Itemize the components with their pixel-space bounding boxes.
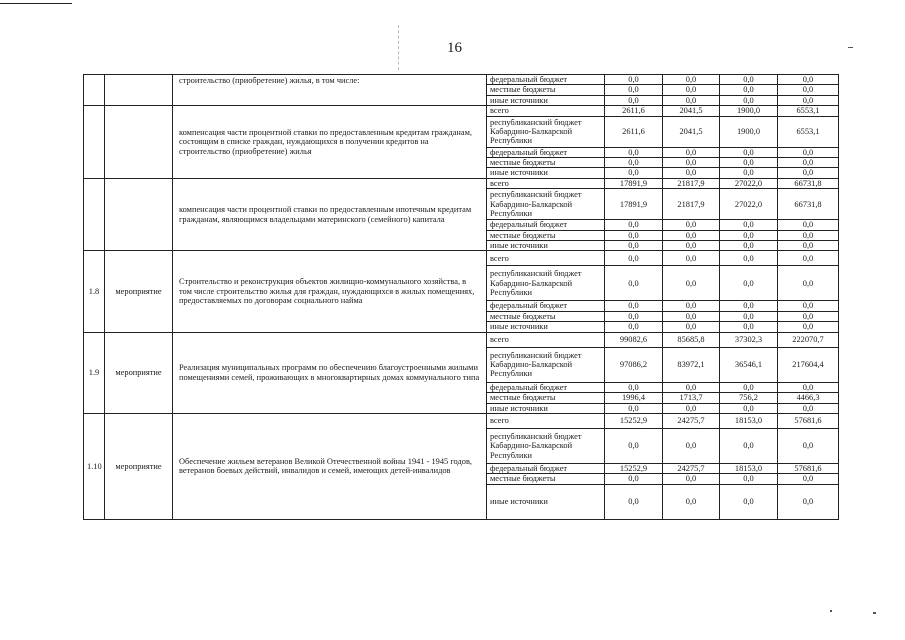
funding-source: иные источники [487,322,605,332]
row-description: компенсация части процентной ставки по предоставленным кредитам гражданам, состоящим в списке граждан, нуждающихся в получении кредитов на строительство (приобретение) жилья [173,106,487,179]
year-value: 0,0 [720,266,778,301]
year-value: 1996,4 [605,393,663,403]
total-value: 57681,6 [778,463,839,473]
total-value: 0,0 [778,428,839,463]
year-value: 0,0 [605,484,663,519]
funding-source: федеральный бюджет [487,147,605,157]
total-value: 0,0 [778,474,839,484]
total-value: 0,0 [778,266,839,301]
total-value: 0,0 [778,322,839,332]
year-value: 0,0 [605,322,663,332]
page-number: 16 [447,40,462,56]
total-value: 0,0 [778,168,839,178]
row-index: 1.8 [84,251,105,332]
year-value: 0,0 [663,403,720,413]
total-value: 0,0 [778,382,839,392]
year-value: 0,0 [663,251,720,266]
total-value: 57681,6 [778,413,839,428]
table-row [84,332,839,347]
row-type [105,75,173,106]
funding-source: иные источники [487,95,605,105]
year-value: 0,0 [605,147,663,157]
year-value: 24275,7 [663,463,720,473]
row-type [105,178,173,251]
year-value: 0,0 [720,311,778,321]
year-value: 0,0 [605,266,663,301]
year-value: 2611,6 [605,106,663,116]
scan-speck [830,610,832,612]
year-value: 2611,6 [605,116,663,147]
year-value: 18153,0 [720,413,778,428]
year-value: 0,0 [720,382,778,392]
year-value: 0,0 [663,220,720,230]
funding-source: федеральный бюджет [487,75,605,85]
funding-source: местные бюджеты [487,85,605,95]
total-value: 6553,1 [778,106,839,116]
funding-source: федеральный бюджет [487,463,605,473]
year-value: 0,0 [720,230,778,240]
year-value: 0,0 [605,301,663,311]
year-value: 0,0 [663,322,720,332]
funding-source: всего [487,106,605,116]
year-value: 0,0 [720,158,778,168]
year-value: 85685,8 [663,332,720,347]
funding-source: иные источники [487,168,605,178]
year-value: 0,0 [663,301,720,311]
year-value: 0,0 [663,311,720,321]
total-value: 66731,8 [778,189,839,220]
year-value: 0,0 [720,474,778,484]
year-value: 0,0 [720,301,778,311]
year-value: 0,0 [720,403,778,413]
table-row [84,178,839,188]
year-value: 0,0 [663,241,720,251]
table-row [84,106,839,116]
year-value: 0,0 [720,484,778,519]
year-value: 2041,5 [663,106,720,116]
year-value: 0,0 [663,147,720,157]
year-value: 17891,9 [605,189,663,220]
row-type: мероприятие [105,332,173,413]
total-value: 4466,3 [778,393,839,403]
total-value: 222070,7 [778,332,839,347]
funding-source: местные бюджеты [487,158,605,168]
funding-source: иные источники [487,403,605,413]
year-value: 0,0 [663,474,720,484]
year-value: 0,0 [663,484,720,519]
scan-fold-line [398,25,399,70]
year-value: 0,0 [720,428,778,463]
table-row [84,75,839,85]
total-value: 0,0 [778,241,839,251]
year-value: 0,0 [605,230,663,240]
year-value: 0,0 [605,382,663,392]
year-value: 0,0 [663,266,720,301]
year-value: 0,0 [605,403,663,413]
year-value: 0,0 [605,474,663,484]
funding-source: республиканский бюджет Кабардино-Балкарской Республики [487,266,605,301]
funding-source: республиканский бюджет Кабардино-Балкарской Республики [487,347,605,382]
total-value: 0,0 [778,158,839,168]
year-value: 0,0 [605,251,663,266]
total-value: 0,0 [778,251,839,266]
year-value: 27022,0 [720,178,778,188]
year-value: 0,0 [720,241,778,251]
year-value: 21817,9 [663,189,720,220]
year-value: 1900,0 [720,116,778,147]
year-value: 83972,1 [663,347,720,382]
year-value: 18153,0 [720,463,778,473]
year-value: 0,0 [663,428,720,463]
year-value: 0,0 [720,322,778,332]
year-value: 0,0 [720,95,778,105]
table-row [84,251,839,266]
year-value: 0,0 [605,241,663,251]
total-value: 0,0 [778,220,839,230]
funding-source: иные источники [487,241,605,251]
total-value: 0,0 [778,147,839,157]
year-value: 0,0 [663,168,720,178]
table-row [84,413,839,428]
total-value: 0,0 [778,85,839,95]
row-index [84,106,105,179]
year-value: 0,0 [605,158,663,168]
year-value: 0,0 [720,75,778,85]
row-description: Строительство и реконструкция объектов жилищно-коммунального хозяйства, в том числе строительство жилья для граждан, нуждающихся в жилых помещениях, предоставляемых по договорам социального найма [173,251,487,332]
year-value: 24275,7 [663,413,720,428]
funding-source: местные бюджеты [487,230,605,240]
year-value: 1713,7 [663,393,720,403]
year-value: 0,0 [720,147,778,157]
year-value: 36546,1 [720,347,778,382]
year-value: 37302,3 [720,332,778,347]
total-value: 0,0 [778,301,839,311]
funding-source: местные бюджеты [487,393,605,403]
funding-source: всего [487,332,605,347]
year-value: 0,0 [605,311,663,321]
funding-source: всего [487,178,605,188]
financing-table [83,74,839,520]
row-type: мероприятие [105,251,173,332]
row-description: компенсация части процентной ставки по предоставленным ипотечным кредитам гражданам, являющимся владельцами материнского (семейного) капитала [173,178,487,251]
year-value: 0,0 [605,75,663,85]
scan-speck [873,612,876,614]
year-value: 0,0 [663,75,720,85]
year-value: 0,0 [605,428,663,463]
scan-mark [848,47,853,48]
row-type: мероприятие [105,413,173,519]
funding-source: республиканский бюджет Кабардино-Балкарской Республики [487,189,605,220]
row-description: Реализация муниципальных программ по обеспечению благоустроенными жилыми помещениями семей, проживающих в многоквартирных домах коммунального типа [173,332,487,413]
total-value: 217604,4 [778,347,839,382]
year-value: 0,0 [720,251,778,266]
row-description: Обеспечение жильем ветеранов Великой Отечественной войны 1941 - 1945 годов, ветеранов боевых действий, инвалидов и семей, имеющих детей-инвалидов [173,413,487,519]
year-value: 97086,2 [605,347,663,382]
year-value: 15252,9 [605,413,663,428]
funding-source: местные бюджеты [487,474,605,484]
year-value: 17891,9 [605,178,663,188]
row-index [84,178,105,251]
year-value: 0,0 [663,95,720,105]
total-value: 6553,1 [778,116,839,147]
funding-source: республиканский бюджет Кабардино-Балкарской Республики [487,116,605,147]
funding-source: всего [487,251,605,266]
year-value: 27022,0 [720,189,778,220]
funding-source: местные бюджеты [487,311,605,321]
year-value: 15252,9 [605,463,663,473]
year-value: 21817,9 [663,178,720,188]
row-description: строительство (приобретение) жилья, в том числе: [173,75,487,106]
funding-source: всего [487,413,605,428]
year-value: 0,0 [605,220,663,230]
year-value: 0,0 [720,168,778,178]
row-index: 1.10 [84,413,105,519]
funding-source: федеральный бюджет [487,220,605,230]
row-type [105,106,173,179]
funding-source: иные источники [487,484,605,519]
year-value: 1900,0 [720,106,778,116]
funding-source: федеральный бюджет [487,301,605,311]
funding-source: республиканский бюджет Кабардино-Балкарской Республики [487,428,605,463]
total-value: 66731,8 [778,178,839,188]
year-value: 0,0 [605,85,663,95]
table-body [84,75,839,520]
total-value: 0,0 [778,95,839,105]
year-value: 0,0 [663,230,720,240]
year-value: 2041,5 [663,116,720,147]
year-value: 99082,6 [605,332,663,347]
row-index: 1.9 [84,332,105,413]
year-value: 0,0 [663,85,720,95]
total-value: 0,0 [778,311,839,321]
top-rule [0,3,72,4]
total-value: 0,0 [778,484,839,519]
year-value: 0,0 [605,168,663,178]
year-value: 0,0 [663,382,720,392]
year-value: 0,0 [605,95,663,105]
total-value: 0,0 [778,230,839,240]
year-value: 0,0 [720,85,778,95]
year-value: 756,2 [720,393,778,403]
funding-source: федеральный бюджет [487,382,605,392]
row-index [84,75,105,106]
total-value: 0,0 [778,403,839,413]
total-value: 0,0 [778,75,839,85]
year-value: 0,0 [720,220,778,230]
year-value: 0,0 [663,158,720,168]
